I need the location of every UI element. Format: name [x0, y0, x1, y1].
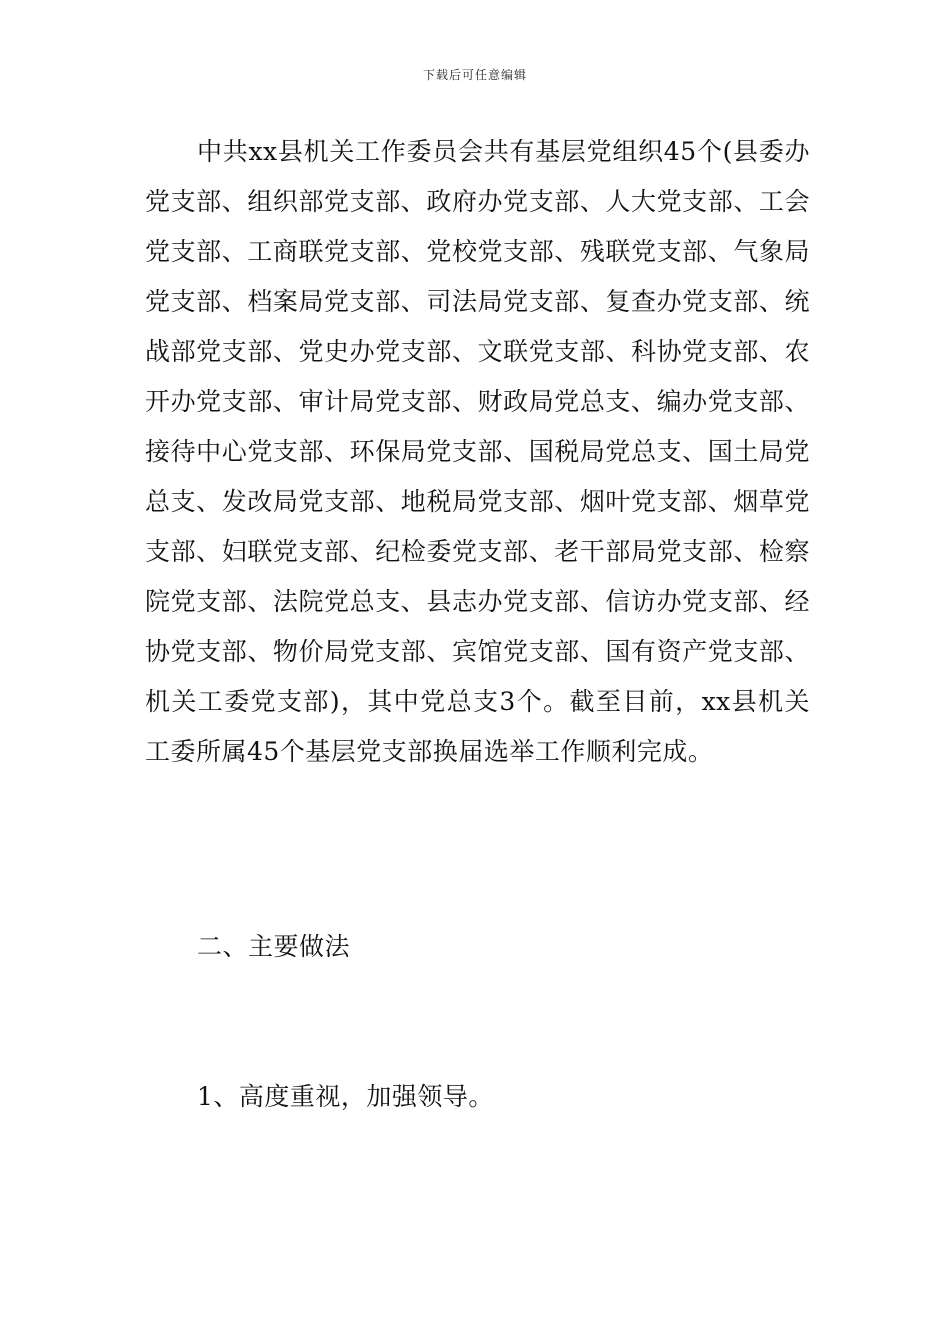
header-note: 下载后可任意编辑 [422, 68, 527, 82]
section-heading: 二、主要做法 [197, 932, 351, 961]
sub-heading: 1、高度重视，加强领导。 [197, 1082, 494, 1111]
body-paragraph: 中共xx县机关工作委员会共有基层党组织45个(县委办党支部、组织部党支部、政府办党支部、人大党支部、工会党支部、工商联党支部、党校党支部、残联党支部、气象局党支部、档案局党支部、司法局党支部、复查办党支部、统战部党支部、党史办党支部、文联党支部、科协党支部、农开办党支部、审计局党支部、财政局党总支、编办党支部、接待中心党支部、环保局党支部、国税局党总支、国土局党总支、发改局党支部、地税局党支部、烟叶党支部、烟草党支部、妇联党支部、纪检委党支部、老干部局党支部、检察院党支部、法院党总支、县志办党支部、信访办党支部、经协党支部、物价局党支部、宾馆党支部、国有资产党支部、机关工委党支部)，其中党总支3个。截至目前，xx县机关工委所属45个基层党支部换届选举工作顺利完成。 [145, 137, 810, 766]
